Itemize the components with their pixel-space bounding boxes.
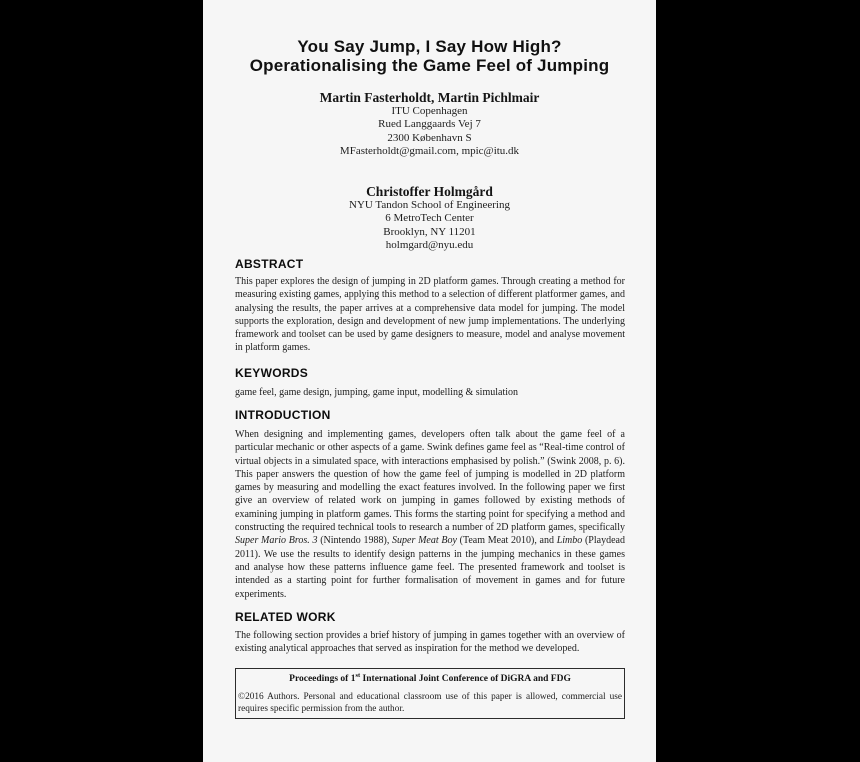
author-address-line: Rued Langgaards Vej 7 xyxy=(378,118,481,131)
author-address-line: 2300 København S xyxy=(387,131,472,144)
author-block-2 xyxy=(203,184,656,253)
proceedings-text-suffix: International Joint Conference of DiGRA and FDG xyxy=(360,674,571,684)
author-emails: MFasterholdt@gmail.com, mpic@itu.dk xyxy=(339,145,520,158)
author-block-1 xyxy=(203,90,656,159)
proceedings-text-prefix: Proceedings of 1 xyxy=(289,674,356,684)
author-name-2: Christoffer Holmgård xyxy=(366,184,493,199)
proceedings-box xyxy=(235,668,625,719)
abstract-paragraph: This paper explores the design of jumping in 2D platform games. Through creating a method for measuring existing games, applying this method to a selection of different platformer games, and analysing the results, the paper arrives at a comprehensive data model for jumping. The model supports the exploration, design and development of new jump implementations. The underlying framework and toolset can be used by game designers to measure, model and analyse movement in platform games. xyxy=(235,276,625,354)
proceedings-line xyxy=(236,671,624,685)
related-work-paragraph: The following section provides a brief history of jumping in games together with an overview of existing analytical approaches that served as inspiration for the method we developed. xyxy=(235,630,625,655)
author-names-1: Martin Fasterholdt, Martin Pichlmair xyxy=(319,90,540,105)
ordinal-superscript: st xyxy=(355,671,361,679)
paper-title-line1: You Say Jump, I Say How High? xyxy=(297,37,562,56)
section-heading-keywords: KEYWORDS xyxy=(235,366,309,380)
section-heading-introduction: INTRODUCTION xyxy=(235,408,331,422)
copyright-notice: ©2016 Authors. Personal and educational classroom use of this paper is allowed, commercial use requires specific permission from the author. xyxy=(238,692,622,714)
paper-title-line2: Operationalising the Game Feel of Jumping xyxy=(249,56,610,75)
section-heading-abstract: ABSTRACT xyxy=(235,257,304,271)
author-address-line: Brooklyn, NY 11201 xyxy=(383,225,476,238)
paper-page xyxy=(203,0,656,762)
author-affiliation: ITU Copenhagen xyxy=(391,105,468,117)
author-address-line: 6 MetroTech Center xyxy=(385,212,474,225)
author-email: holmgard@nyu.edu xyxy=(385,239,474,252)
keywords-line: game feel, game design, jumping, game input, modelling & simulation xyxy=(235,387,519,398)
section-heading-related-work: RELATED WORK xyxy=(235,610,336,624)
introduction-paragraph: When designing and implementing games, developers often talk about the game feel of a particular mechanic or other aspects of a game. Swink defines game feel as “Real-time control of virtual objects in a simulated space, with interactions emphasised by polish.” (Swink 2008, p. 6). This paper answers the question of how the game feel of jumping is modelled in 2D platform games by measuring and modelling the exact features involved. In the following paper we first give an overview of related work on jumping in games followed by existing methods of examining jumping in platform games. This forms the starting point for specifying a method and constructing the required technical tools to research a number of 2D platform games, specifically Super Mario Bros. 3 (Nintendo 1988), Super Meat Boy (Team Meat 2010), and Limbo (Playdead 2011). We use the results to identify design patterns in the jumping mechanics in these games and analyse how these patterns influence game feel. The presented framework and toolset is intended as a starting point for further formalisation of movement in games and for future experiments. xyxy=(235,429,625,600)
author-affiliation: NYU Tandon School of Engineering xyxy=(349,199,510,211)
paper-title xyxy=(203,37,656,75)
